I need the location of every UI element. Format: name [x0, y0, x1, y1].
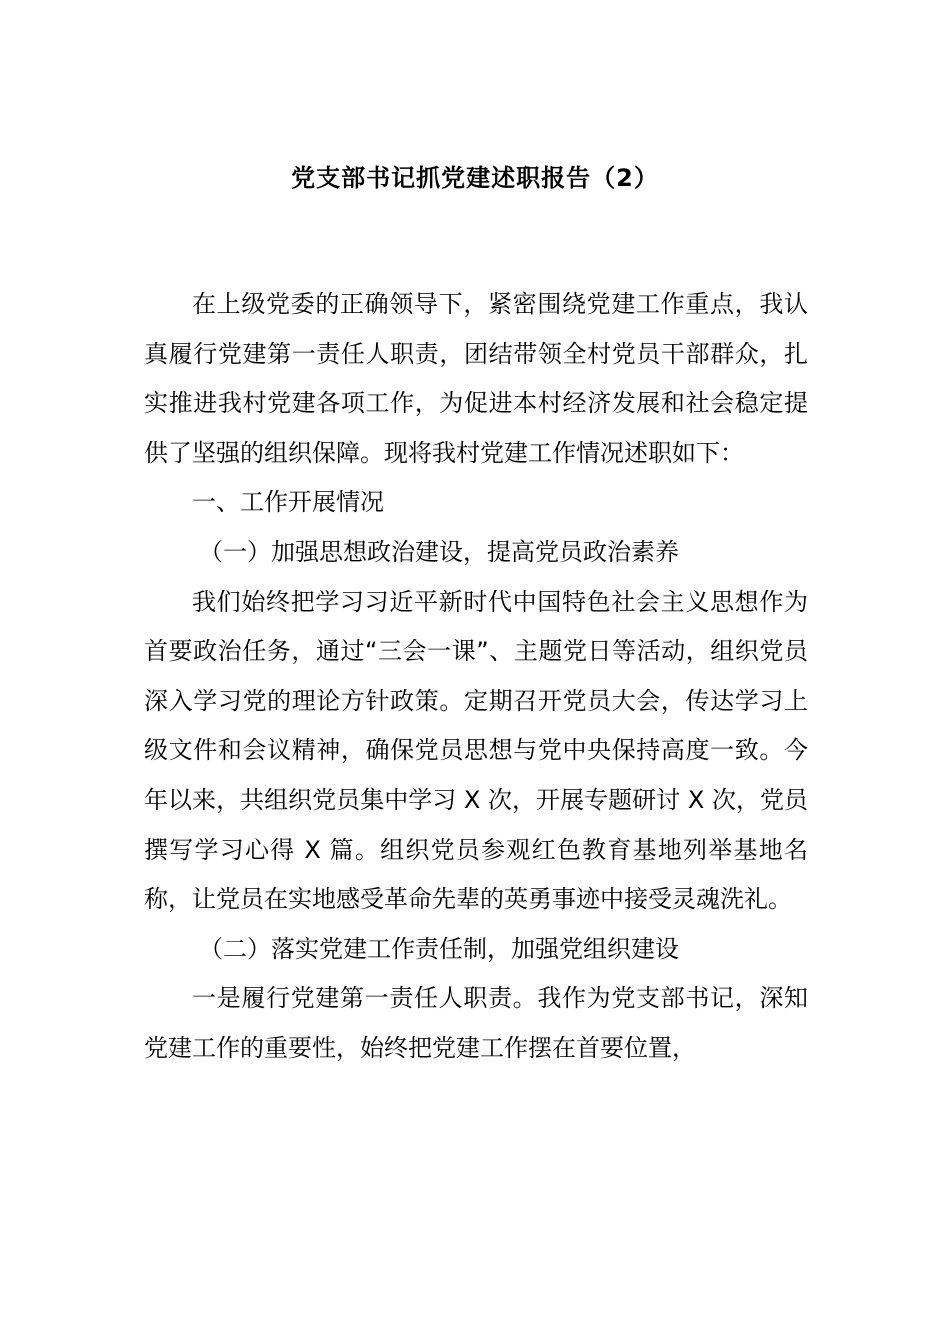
- document-body: [144, 280, 808, 1074]
- document-title: 党支部书记抓党建述职报告（2）: [291, 164, 659, 192]
- intro-paragraph: 在上级党委的正确领导下，紧密围绕党建工作重点，我认真履行党建第一责任人职责，团结带领全村党员干部群众，扎实推进我村党建各项工作，为促进本村经济发展和社会稳定提供了坚强的组织保障。现将我村党建工作情况述职如下：: [144, 290, 808, 467]
- responsibility-paragraph: 一是履行党建第一责任人职责。我作为党支部书记，深知党建工作的重要性，始终把党建工作摆在首要位置，: [144, 984, 808, 1062]
- subsection-heading-2: （二）落实党建工作责任制，加强党组织建设: [199, 934, 679, 963]
- section-heading-1: 一、工作开展情况: [192, 488, 384, 517]
- study-paragraph: 我们始终把学习习近平新时代中国特色社会主义思想作为首要政治任务，通过“三会一课”、主题党日等活动，组织党员深入学习党的理论方针政策。定期召开党员大会，传达学习上级文件和会议精神，确保党员思想与党中央保持高度一致。今年以来，共组织党员集中学习 X 次，开展专题研讨 X 次，党员撰写学习心得 X 篇。组织党员参观红色教育基地列举基地名称，让党员在实地感受革命先辈的英勇事迹中接受灵魂洗礼。: [144, 587, 808, 914]
- subsection-heading-1: （一）加强思想政治建设，提高党员政治素养: [199, 537, 679, 566]
